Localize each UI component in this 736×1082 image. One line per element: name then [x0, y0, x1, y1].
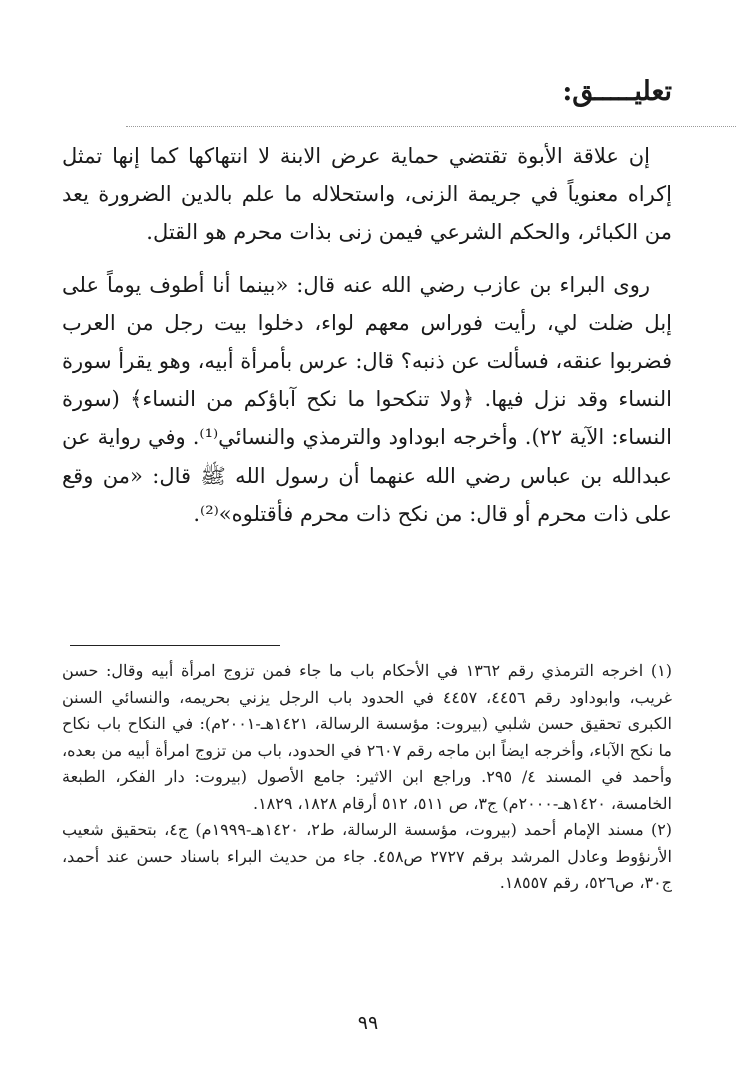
body-text: [62, 137, 672, 533]
footnotes: [62, 658, 672, 897]
footnote-1: (١) اخرجه الترمذي رقم ١٣٦٢ في الأحكام باب ما جاء فمن تزوج امرأة أبيه وقال: حسن غريب، وابوداود رقم ٤٤٥٦، ٤٤٥٧ في الحدود باب الرجل يزني بحريمه، والنسائي السنن الكبرى تحقيق حسن شلبي (بيروت: مؤسسة الرسالة، ١٤٢١هـ-٢٠٠١م): في النكاح باب نكاح ما نكح الآباء، وأخرجه ايضاً ابن ماجه رقم ٢٦٠٧ في الحدود، باب من تزوج امرأة أبيه من بعده، وأحمد في المسند ٤/ ٢٩٥. وراجع ابن الاثير: جامع الأصول (بيروت: دار الفكر، الطبعة الخامسة، ١٤٢٠هـ-٢٠٠٠م) ج٣، ص ٥١١، ٥١٢ أرقام ١٨٢٨، ١٨٢٩.: [62, 661, 673, 813]
section-heading-container: [562, 76, 672, 108]
heading-divider: [126, 126, 736, 127]
footnote-2: (٢) مسند الإمام أحمد (بيروت، مؤسسة الرسالة، ط٢، ١٤٢٠هـ-١٩٩٩م) ج٤، بتحقيق شعيب الأرنؤوط وعادل المرشد برقم ٢٧٢٧ ص٤٥٨. جاء من حديث البراء باسناد حسن عند أحمد، ج٣٠، ص٥٢٦، رقم ١٨٥٥٧.: [62, 820, 673, 892]
section-heading: تعليـــــق:: [562, 76, 672, 107]
page-number: ٩٩: [357, 1012, 379, 1034]
paragraph-hadith: روى البراء بن عازب رضي الله عنه قال: «بينما أنا أطوف يوماً على إبل ضلت لي، رأيت فوراس معهم لواء، دخلوا بيت رجل من العرب فضربوا عنقه، فسألت عن ذنبه؟ قال: عرس بأمرأة أبيه، وهو يقرأ سورة النساء وقد نزل فيها. ﴿ولا تنكحوا ما نكح آباؤكم من النساء﴾ (سورة النساء: الآية ٢٢). وأخرجه ابوداود والترمذي والنسائي⁽¹⁾. وفي رواية عن عبدالله بن عباس رضي الله عنهما أن رسول الله ﷺ قال: «من وقع على ذات محرم أو قال: من نكح ذات محرم فأقتلوه»⁽²⁾.: [62, 272, 673, 526]
paragraph-commentary: إن علاقة الأبوة تقتضي حماية عرض الابنة لا انتهاكها كما إنها تمثل إكراه معنوياً في جريمة الزنى، واستحلاله ما علم بالدين الضرورة يعد من الكبائر، والحكم الشرعي فيمن زنى بذات محرم هو القتل.: [62, 144, 672, 245]
footnote-divider: [70, 645, 280, 646]
